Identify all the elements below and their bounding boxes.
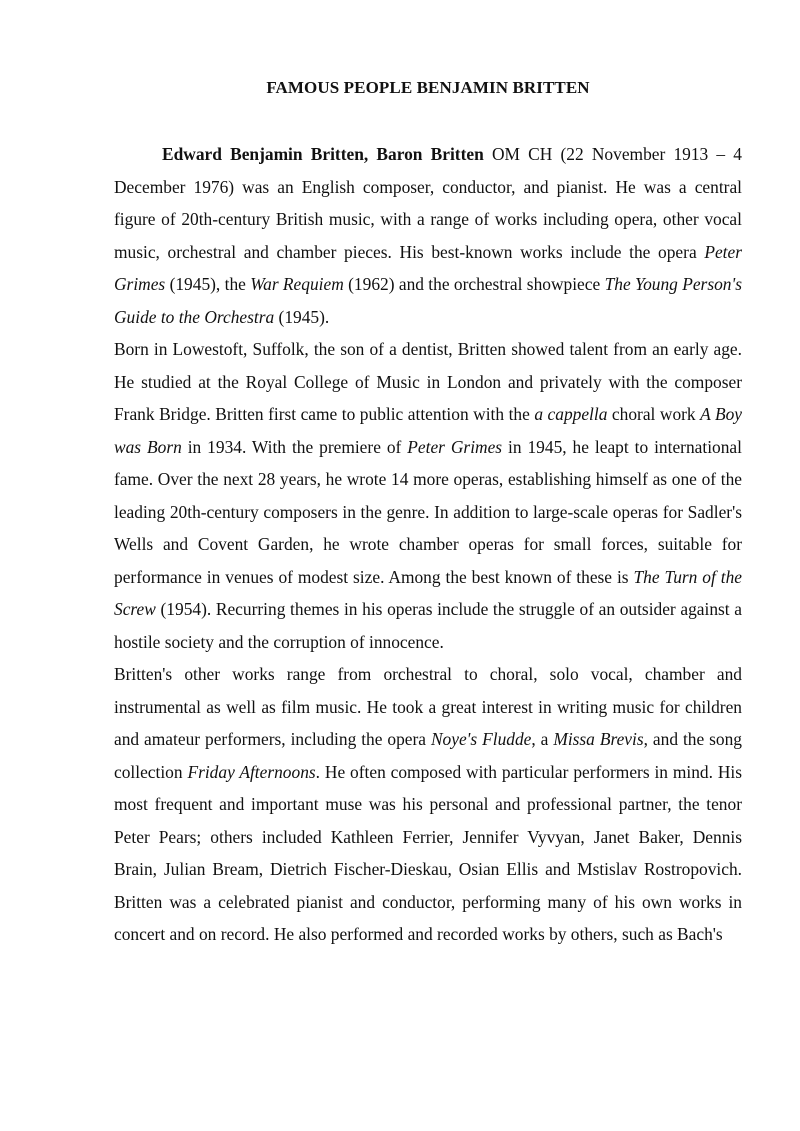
p1-text-3: (1962) and the orchestral showpiece [343, 274, 605, 294]
p1-text-4: (1945). [274, 306, 330, 327]
work-title-peter-grimes-2: Peter Grimes [407, 436, 503, 457]
p2-text-4: in 1945, he leapt to international fame. Over the next 28 years, he wrote 14 more operas, establishing himself as one of the leading 20th-century composers in the genre. In addition to large-scale operas for Sadler's Wells and Covent Garden, he wrote chamber operas for small forces, suitable for performance in venues of modest size. Among the best known of these is [114, 436, 742, 587]
work-title-noyes-fludde: Noye's Fludde [430, 729, 532, 749]
term-a-cappella: a cappella [534, 404, 608, 424]
p2-text-1: Born in Lowestoft, Suffolk, the son of a dentist, Britten showed talent from an early age. He studied at the Royal College of Music in London and privately with the composer Frank Bridge. Britten first came to public attention with the [114, 339, 742, 424]
p1-text-1: OM CH (22 November 1913 – 4 December 1976) was an English composer, conductor, and pianist. He was a central figure of 20th-century British music, with a range of works including opera, other vocal music, orchestral and chamber pieces. His best-known works include the opera [114, 144, 742, 262]
work-title-war-requiem: War Requiem [250, 274, 344, 294]
p3-text-1: Britten's other works range from orchestral to choral, solo vocal, chamber and instrumental as well as film music. He took a great interest in writing music for children and amateur performers, including the opera [114, 664, 742, 749]
p3-text-3: , and the song collection [114, 729, 742, 782]
subject-full-name: Edward Benjamin Britten, Baron Britten [162, 144, 484, 164]
p2-text-2: choral work [607, 404, 701, 424]
p3-text-4: . He often composed with particular performers in mind. His most frequent and important muse was his personal and professional partner, the tenor Peter Pears; others included Kathleen Ferrier, Jennifer Vyvyan, Janet Baker, Dennis Brain, Julian Bream, Dietrich Fischer-Dieskau, Osian Ellis and Mstislav Rostropovich. Britten was a celebrated pianist and conductor, performing many of his own works in concert and on record. He also performed and recorded works by others, such as Bach's [114, 761, 743, 944]
document-title: FAMOUS PEOPLE BENJAMIN BRITTEN [266, 78, 590, 97]
work-title-missa-brevis: Missa Brevis [553, 729, 644, 749]
paragraph-intro [114, 138, 742, 333]
p3-text-2: , a [531, 729, 554, 749]
work-title-turn-of-the-screw: The Turn of the Screw [114, 566, 742, 619]
work-title-peter-grimes: Peter Grimes [114, 241, 742, 294]
document-page [114, 74, 742, 951]
paragraph-early-life [114, 333, 742, 658]
paragraph-other-works [114, 658, 742, 951]
p2-text-3: in 1934. With the premiere of [181, 436, 408, 457]
work-title-young-persons-guide: The Young Person's Guide to the Orchestra [114, 274, 742, 327]
work-title-friday-afternoons: Friday Afternoons [187, 761, 316, 782]
work-title-a-boy-was-born: A Boy was Born [114, 404, 742, 457]
p1-text-2: (1945), the [165, 274, 251, 294]
p2-text-5: (1954). Recurring themes in his operas include the struggle of an outsider against a hostile society and the corruption of innocence. [114, 599, 742, 652]
